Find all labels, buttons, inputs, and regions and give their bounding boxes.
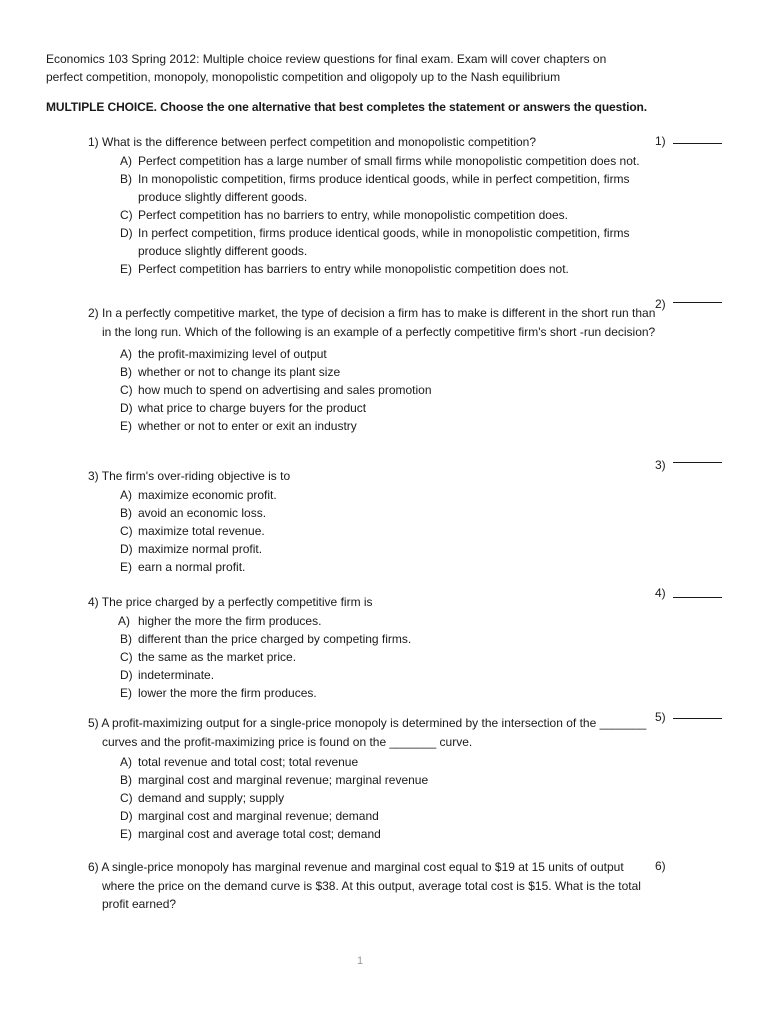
question-stem: 6) A single-price monopoly has marginal revenue and marginal cost equal to $19 at 15 units of output where the price on the demand curve is $38. At this output, average total cost is $15. What is the total profit earned? xyxy=(88,860,641,911)
document-header xyxy=(46,50,686,86)
question-stem: 5) A profit-maximizing output for a single-price monopoly is determined by the intersection of the _______ curves and the profit-maximizing price is found on the _______ curve. xyxy=(88,716,647,749)
question-stem: 3) The firm's over-riding objective is to xyxy=(88,469,291,483)
answer-number-6: 6) xyxy=(655,859,666,873)
option-c: C) how much to spend on advertising and sales promotion xyxy=(120,383,432,397)
answer-blank-4[interactable] xyxy=(673,597,722,598)
option-a: A) the profit-maximizing level of output xyxy=(120,347,327,361)
option-e: E) lower the more the firm produces. xyxy=(120,685,317,700)
question-6 xyxy=(88,858,658,914)
option-a: A) higher the more the firm produces. xyxy=(118,613,322,628)
question-2 xyxy=(88,304,658,435)
answer-blank-2[interactable] xyxy=(673,302,722,303)
option-c: C) Perfect competition has no barriers to entry, while monopolistic competition does. xyxy=(120,207,568,222)
option-a: A) Perfect competition has a large number of small firms while monopolistic competition does not. xyxy=(120,153,640,168)
option-c: C) the same as the market price. xyxy=(120,649,297,664)
option-d: D) what price to charge buyers for the product xyxy=(120,401,367,415)
option-d: D) maximize normal profit. xyxy=(120,541,263,556)
question-stem: 1) What is the difference between perfect competition and monopolistic competition? xyxy=(88,135,537,149)
question-1 xyxy=(88,133,658,278)
option-d: D) marginal cost and marginal revenue; demand xyxy=(120,809,379,823)
option-d: D) indeterminate. xyxy=(120,667,215,682)
option-e: E) Perfect competition has barriers to entry while monopolistic competition does not. xyxy=(120,261,569,276)
option-b: B) whether or not to change its plant size xyxy=(120,365,341,379)
option-a: A) maximize economic profit. xyxy=(120,487,277,502)
question-3 xyxy=(88,467,658,576)
question-stem: 4) The price charged by a perfectly competitive firm is xyxy=(88,595,373,609)
question-stem: 2) In a perfectly competitive market, the type of decision a firm has to make is different in the short run than in the long run. Which of the following is an example of a perfectly competitive firm's short -run decision? xyxy=(88,306,656,339)
header-line-2: perfect competition, monopoly, monopolistic competition and oligopoly up to the Nash equilibrium xyxy=(46,70,561,84)
option-c: C) maximize total revenue. xyxy=(120,523,265,538)
answer-number-2: 2) xyxy=(655,297,666,311)
option-c: C) demand and supply; supply xyxy=(120,791,285,805)
answer-blank-1[interactable] xyxy=(673,143,722,144)
option-b: B) different than the price charged by competing firms. xyxy=(120,631,412,646)
answer-number-4: 4) xyxy=(655,586,666,600)
option-b: B) In monopolistic competition, firms produce identical goods, while in perfect competition, firms produce slightly different goods. xyxy=(120,171,630,204)
question-5 xyxy=(88,714,658,843)
question-4 xyxy=(88,593,658,702)
answer-blank-5[interactable] xyxy=(673,718,722,719)
option-b: B) avoid an economic loss. xyxy=(120,505,267,520)
answer-number-5: 5) xyxy=(655,710,666,724)
section-instructions: MULTIPLE CHOICE. Choose the one alternative that best completes the statement or answers the question. xyxy=(46,100,648,114)
answer-number-1: 1) xyxy=(655,134,666,148)
option-b: B) marginal cost and marginal revenue; marginal revenue xyxy=(120,773,429,787)
page-number: 1 xyxy=(356,955,364,967)
option-a: A) total revenue and total cost; total revenue xyxy=(120,755,359,769)
option-e: E) marginal cost and average total cost; demand xyxy=(120,827,381,841)
option-d: D) In perfect competition, firms produce identical goods, while in monopolistic competition, firms produce slightly different goods. xyxy=(120,225,630,258)
option-e: E) earn a normal profit. xyxy=(120,559,246,574)
option-e: E) whether or not to enter or exit an industry xyxy=(120,419,357,433)
header-line-1: Economics 103 Spring 2012: Multiple choice review questions for final exam. Exam will cover chapters on xyxy=(46,52,607,66)
answer-number-3: 3) xyxy=(655,458,666,472)
answer-blank-3[interactable] xyxy=(673,462,722,463)
